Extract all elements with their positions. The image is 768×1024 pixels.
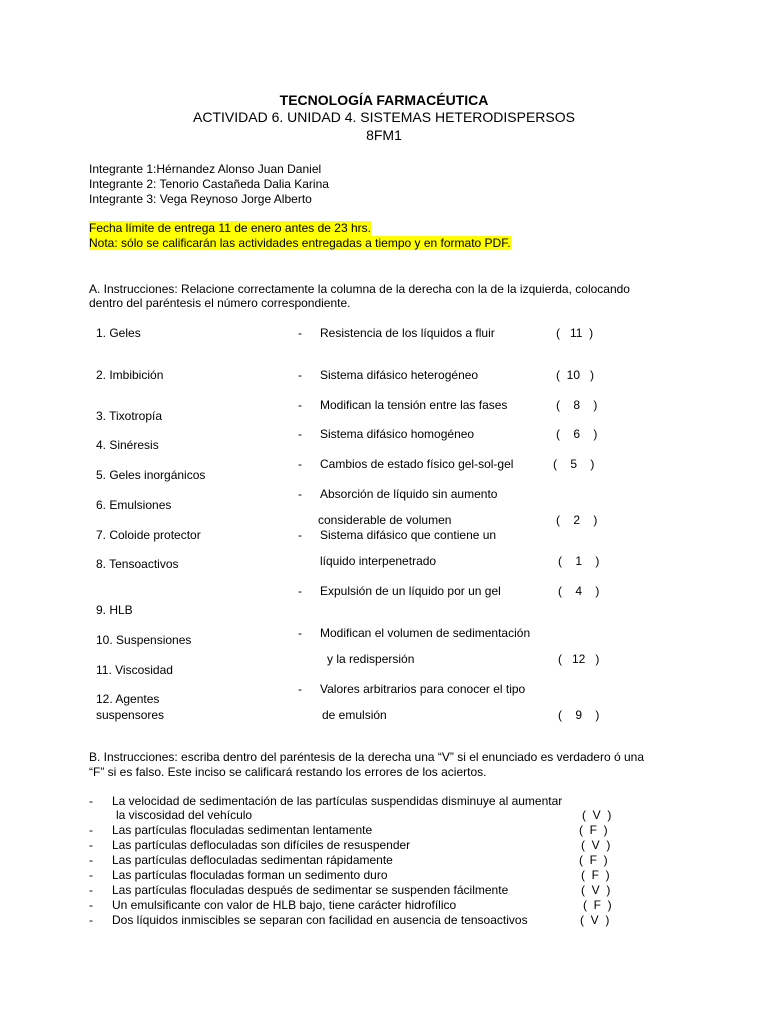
document-title: TECNOLOGÍA FARMACÉUTICA — [279, 92, 489, 108]
definition-item: Valores arbitrarios para conocer el tipo — [320, 682, 526, 696]
statement-item: Las partículas floculadas después de sedimentar se suspenden fácilmente — [112, 883, 509, 897]
statement-item-cont: la viscosidad del vehículo — [116, 808, 253, 822]
dash: - — [298, 584, 302, 598]
dash: - — [89, 853, 93, 867]
section-a-instructions-cont: dentro del paréntesis el número correspondiente. — [89, 296, 351, 310]
answer-value: ( 12 ) — [558, 652, 600, 666]
statement-item: Las partículas defloculadas son difíciles de resuspender — [112, 838, 411, 852]
definition-item-cont: y la redispersión — [327, 652, 415, 666]
group-code: 8FM1 — [366, 127, 402, 143]
definition-item: Absorción de líquido sin aumento — [320, 487, 498, 501]
statement-item: Las partículas floculadas sedimentan lentamente — [112, 823, 373, 837]
definition-item: Sistema difásico que contiene un — [320, 528, 497, 542]
member-1: Integrante 1:Hérnandez Alonso Juan Daniel — [89, 162, 322, 176]
definition-item-cont: considerable de volumen — [318, 513, 452, 527]
statement-item: Las partículas floculadas forman un sedimento duro — [112, 868, 388, 882]
dash: - — [89, 913, 93, 927]
answer-value: ( 11 ) — [556, 326, 594, 340]
dash: - — [298, 427, 302, 441]
term-item: 10. Suspensiones — [96, 633, 192, 647]
dash: - — [89, 868, 93, 882]
answer-value: ( 8 ) — [556, 398, 598, 412]
section-b-instructions-cont: “F” si es falso. Este inciso se calificará restando los errores de los aciertos. — [89, 765, 487, 779]
dash: - — [89, 794, 93, 808]
answer-value: ( V ) — [581, 883, 611, 897]
section-a-instructions: A. Instrucciones: Relacione correctamente la columna de la derecha con la de la izquierda, colocando — [89, 282, 630, 296]
dash: - — [298, 682, 302, 696]
definition-item: Resistencia de los líquidos a fluir — [320, 326, 495, 340]
term-item: 2. Imbibición — [96, 368, 164, 382]
definition-item: Sistema difásico homogéneo — [320, 427, 475, 441]
answer-value: ( 10 ) — [556, 368, 595, 382]
term-item: 6. Emulsiones — [96, 498, 172, 512]
dash: - — [298, 457, 302, 471]
dash: - — [89, 883, 93, 897]
answer-value: ( 4 ) — [558, 584, 600, 598]
term-item: 4. Sinéresis — [96, 438, 159, 452]
term-item-cont: suspensores — [96, 708, 165, 722]
answer-value: ( F ) — [579, 823, 608, 837]
term-item: 9. HLB — [96, 603, 133, 617]
dash: - — [298, 326, 302, 340]
dash: - — [298, 528, 302, 542]
answer-value: ( V ) — [581, 838, 611, 852]
member-3: Integrante 3: Vega Reynoso Jorge Alberto — [89, 192, 312, 206]
definition-item: Sistema difásico heterogéneo — [320, 368, 479, 382]
dash: - — [89, 838, 93, 852]
answer-value: ( F ) — [579, 853, 608, 867]
answer-value: ( 5 ) — [553, 457, 595, 471]
term-item: 7. Coloide protector — [96, 528, 201, 542]
definition-item-cont: de emulsión — [322, 708, 387, 722]
term-item: 12. Agentes — [96, 692, 160, 706]
section-b-instructions: B. Instrucciones: escriba dentro del paréntesis de la derecha una “V” si el enunciado es verdadero ó una — [89, 750, 644, 764]
member-2: Integrante 2: Tenorio Castañeda Dalia Karina — [89, 177, 329, 191]
dash: - — [89, 898, 93, 912]
deadline-note: Fecha límite de entrega 11 de enero antes de 23 hrs. — [89, 221, 371, 235]
dash: - — [89, 823, 93, 837]
term-item: 8. Tensoactivos — [96, 557, 179, 571]
term-item: 1. Geles — [96, 326, 141, 340]
dash: - — [298, 626, 302, 640]
term-item: 3. Tixotropía — [96, 409, 163, 423]
term-item: 11. Viscosidad — [96, 663, 173, 677]
answer-value: ( 2 ) — [556, 513, 598, 527]
definition-item: Expulsión de un líquido por un gel — [320, 584, 501, 598]
answer-value: ( F ) — [581, 868, 610, 882]
dash: - — [298, 398, 302, 412]
dash: - — [298, 368, 302, 382]
answer-value: ( 1 ) — [558, 554, 600, 568]
statement-item: La velocidad de sedimentación de las partículas suspendidas disminuye al aumentar — [112, 794, 563, 808]
answer-value: ( F ) — [583, 898, 612, 912]
answer-value: ( 6 ) — [556, 427, 598, 441]
format-note: Nota: sólo se calificarán las actividades entregadas a tiempo y en formato PDF. — [89, 236, 511, 250]
statement-item: Dos líquidos inmiscibles se separan con facilidad en ausencia de tensoactivos — [112, 913, 528, 927]
answer-value: ( 9 ) — [558, 708, 600, 722]
document-subtitle: ACTIVIDAD 6. UNIDAD 4. SISTEMAS HETERODISPERSOS — [193, 109, 575, 125]
definition-item: Modifican el volumen de sedimentación — [320, 626, 531, 640]
definition-item: Cambios de estado físico gel-sol-gel — [320, 457, 514, 471]
definition-item: Modifican la tensión entre las fases — [320, 398, 508, 412]
statement-item: Las partículas defloculadas sedimentan rápidamente — [112, 853, 393, 867]
answer-value: ( V ) — [580, 913, 610, 927]
answer-value: ( V ) — [582, 808, 612, 822]
definition-item-cont: líquido interpenetrado — [320, 554, 437, 568]
term-item: 5. Geles inorgánicos — [96, 468, 206, 482]
statement-item: Un emulsificante con valor de HLB bajo, tiene carácter hidrofílico — [112, 898, 457, 912]
dash: - — [298, 487, 302, 501]
